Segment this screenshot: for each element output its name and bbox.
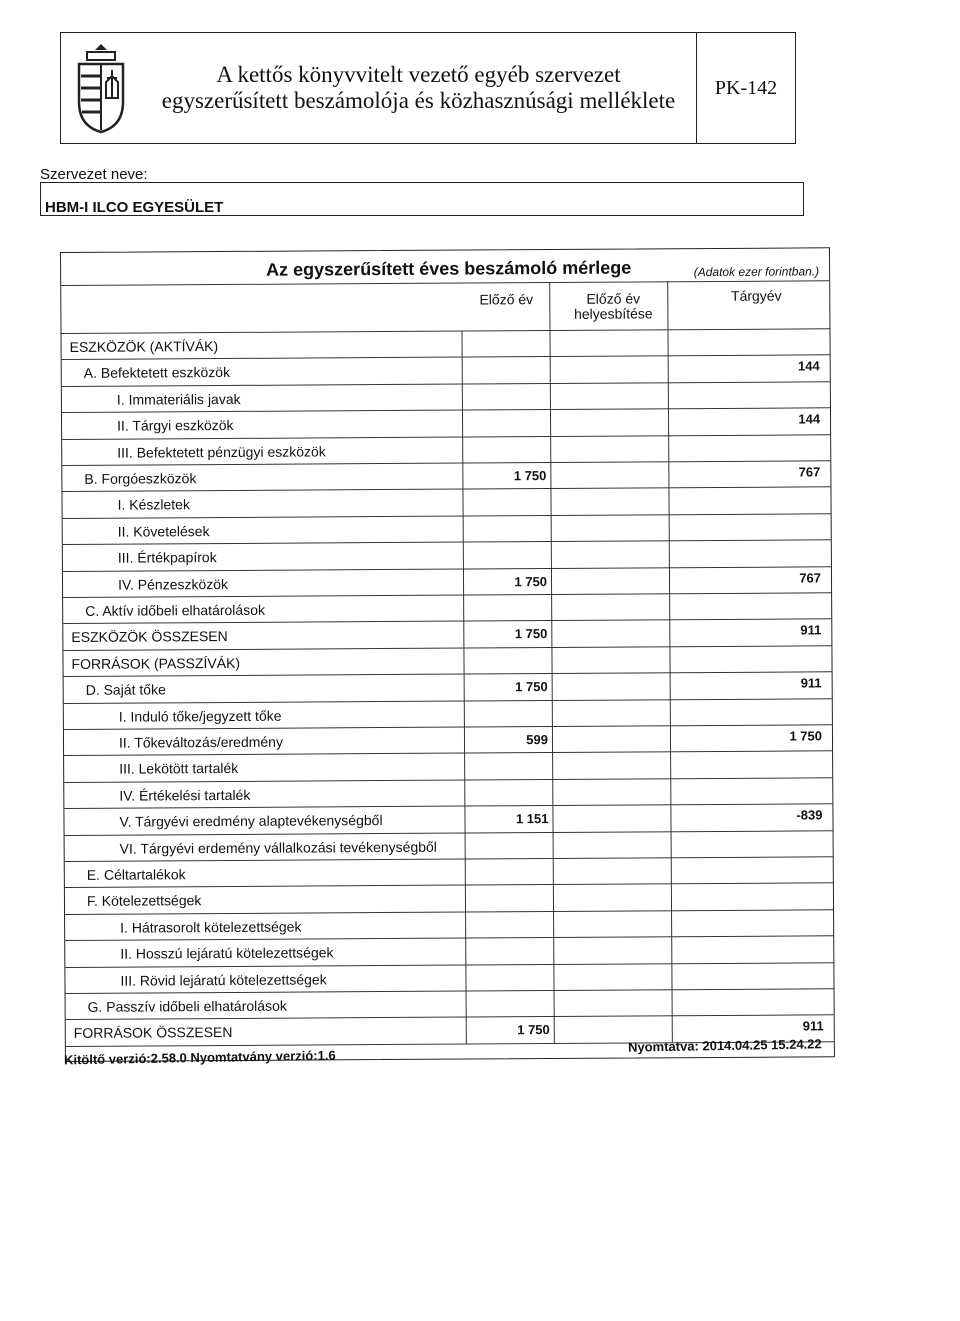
row-divider <box>65 935 833 941</box>
col-header-prev-year: Előző év <box>479 291 534 308</box>
row-label: I. Immateriális javak <box>116 390 241 408</box>
row-label: II. Tőkeváltozás/eredmény <box>118 733 283 751</box>
row-divider <box>63 645 831 651</box>
col-divider-1 <box>461 331 466 1044</box>
organization-label: Szervezet neve: <box>40 166 148 183</box>
row-label: D. Saját tőke <box>85 681 166 699</box>
col-divider-3 <box>667 329 672 1042</box>
prev-year-value: 599 <box>526 732 549 748</box>
current-year-value: 767 <box>798 464 821 480</box>
row-label: F. Kötelezettségek <box>86 892 202 910</box>
organization-name: HBM-I ILCO EGYESÜLET <box>45 199 224 216</box>
row-label: IV. Értékelési tartalék <box>119 786 251 804</box>
row-divider <box>64 777 832 783</box>
software-version: Kitöltő verzió:2.58.0 Nyomtatvány verzió:1.6 <box>63 1047 336 1068</box>
row-label: E. Céltartalékok <box>86 866 186 883</box>
current-year-value: 144 <box>798 411 821 427</box>
current-year-value: 911 <box>800 675 822 691</box>
row-divider <box>64 751 832 757</box>
current-year-value: 1 750 <box>789 728 823 744</box>
row-divider <box>65 830 833 836</box>
row-label: ESZKÖZÖK ÖSSZESEN <box>71 628 228 646</box>
form-header <box>60 32 796 144</box>
row-divider <box>65 962 833 968</box>
current-year-value: -839 <box>796 807 823 823</box>
row-divider <box>63 539 831 545</box>
form-code: PK-142 <box>714 76 778 99</box>
row-label: IV. Pénzeszközök <box>117 575 229 593</box>
balance-sheet-title: Az egyszerűsített éves beszámoló mérlege <box>266 257 632 280</box>
row-label: C. Aktív időbeli elhatárolások <box>85 601 266 619</box>
current-year-value: 144 <box>797 358 820 374</box>
current-year-value: 911 <box>802 1018 824 1034</box>
row-label: A. Befektetett eszközök <box>83 364 231 382</box>
prev-year-value: 1 750 <box>513 468 547 484</box>
unit-note: (Adatok ezer forintban.) <box>693 264 820 280</box>
row-divider <box>64 671 832 677</box>
row-divider <box>65 883 833 889</box>
row-divider <box>63 513 831 519</box>
row-label: I. Hátrasorolt kötelezettségek <box>120 918 302 936</box>
row-label: B. Forgóeszközök <box>84 470 197 487</box>
row-label: II. Hosszú lejáratú kötelezettségek <box>120 944 334 962</box>
coat-of-arms-icon <box>61 33 141 143</box>
form-title-line2: egyszerűsített beszámolója és közhasznúsági melléklete <box>161 88 676 113</box>
row-label: III. Lekötött tartalék <box>119 760 239 778</box>
row-label: V. Tárgyévi eredmény alaptevékenységből <box>119 812 383 830</box>
row-divider <box>64 803 832 809</box>
row-label: II. Tárgyi eszközök <box>117 417 234 434</box>
print-timestamp: Nyomtatva: 2014.04.25 15.24.22 <box>627 1036 822 1055</box>
prev-year-value: 1 750 <box>514 573 548 589</box>
row-label: III. Rövid lejáratú kötelezettségek <box>120 970 327 989</box>
row-divider <box>64 724 832 730</box>
row-label: ESZKÖZÖK (AKTÍVÁK) <box>69 338 219 355</box>
col-header-current-year: Tárgyév <box>730 287 782 304</box>
row-divider <box>62 381 830 387</box>
row-divider <box>66 988 834 994</box>
row-label: I. Induló tőke/jegyzett tőke <box>118 707 282 725</box>
row-label: FORRÁSOK ÖSSZESEN <box>73 1024 233 1042</box>
prev-year-value: 1 750 <box>517 1022 550 1038</box>
prev-year-value: 1 750 <box>514 626 548 642</box>
current-year-value: 911 <box>800 622 822 638</box>
row-divider <box>66 1015 834 1021</box>
row-divider <box>62 407 830 413</box>
organization-name-box <box>40 182 804 216</box>
balance-sheet-table <box>60 247 835 1062</box>
row-label: FORRÁSOK (PASSZÍVÁK) <box>71 654 241 672</box>
row-divider <box>62 434 830 440</box>
form-title-line1: A kettős könyvvitelt vezető egyéb szervezet <box>216 62 621 87</box>
row-divider <box>62 355 830 361</box>
prev-year-value: 1 151 <box>515 811 549 827</box>
row-divider <box>63 566 831 572</box>
row-divider <box>63 619 831 625</box>
current-year-value: 767 <box>799 569 822 586</box>
row-label: VI. Tárgyévi erdemény vállalkozási tevékenységből <box>119 838 437 857</box>
prev-year-value: 1 750 <box>515 679 548 695</box>
row-label: I. Készletek <box>117 496 190 514</box>
row-divider <box>62 487 830 493</box>
row-divider <box>62 460 830 466</box>
row-divider <box>63 592 831 598</box>
row-divider <box>65 856 833 862</box>
row-label: G. Passzív időbeli elhatárolások <box>87 997 287 1015</box>
form-title <box>141 33 697 143</box>
row-divider <box>65 909 833 915</box>
row-label: II. Követelések <box>117 522 210 540</box>
row-label: III. Értékpapírok <box>117 549 217 566</box>
row-label: III. Befektetett pénzügyi eszközök <box>117 442 326 461</box>
col-divider-2 <box>549 330 554 1043</box>
row-divider <box>64 698 832 704</box>
col-header-prev-year-correction: Előző év helyesbítése <box>574 290 653 322</box>
